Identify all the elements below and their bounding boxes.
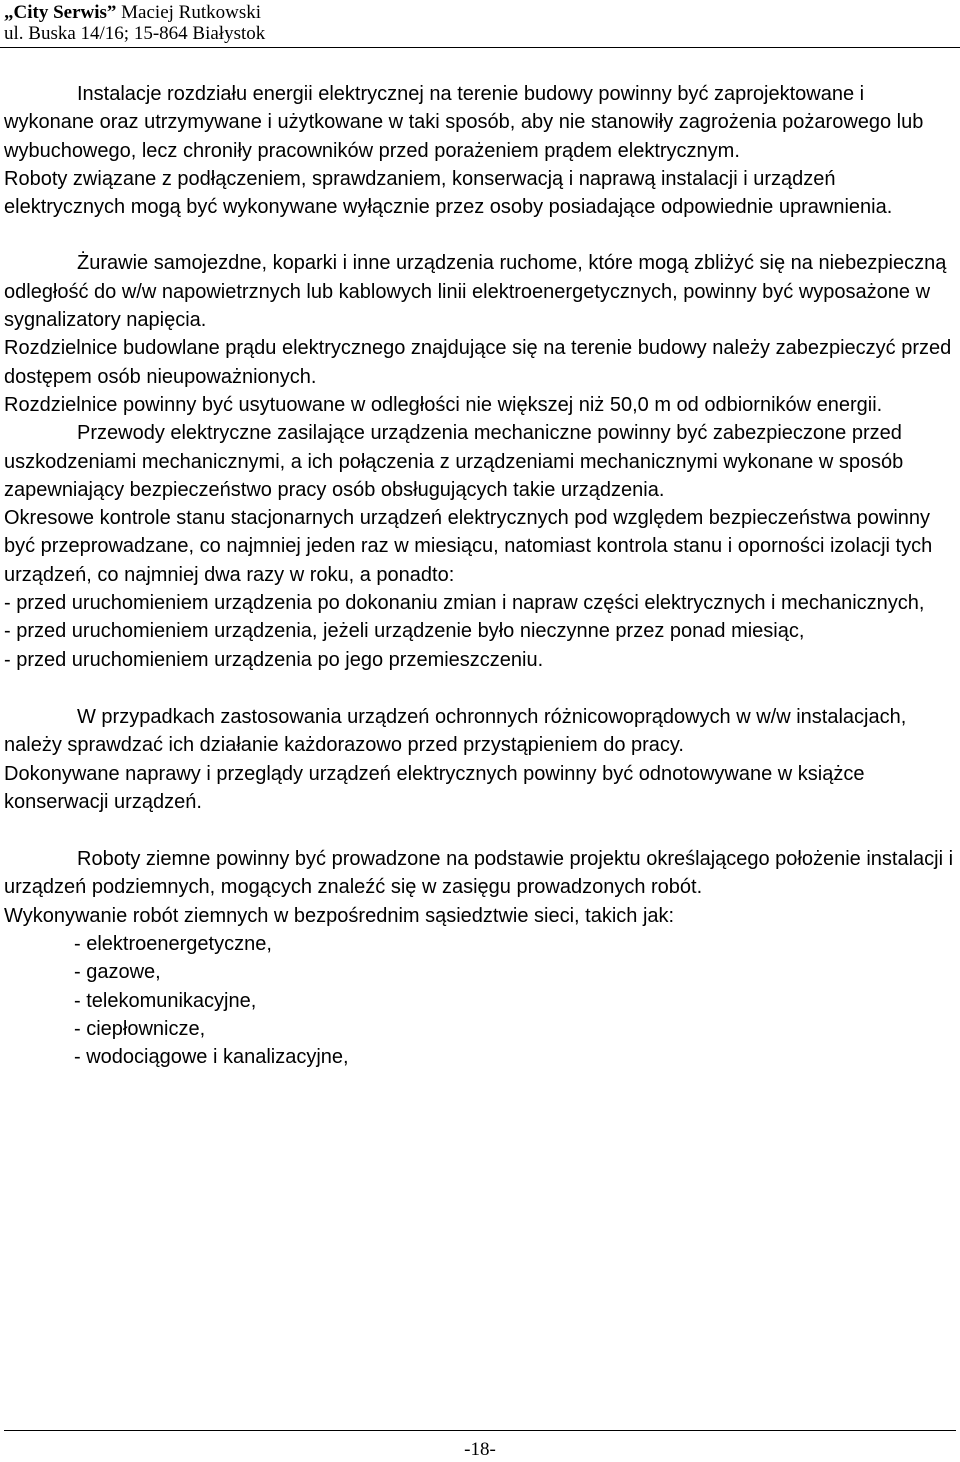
paragraph-distribution-boards: Rozdzielnice budowlane prądu elektrycznego znajdujące się na terenie budowy należy zabezpieczyć przed dostępem osób nieupoważnionych. <box>4 337 952 388</box>
page-number: -18- <box>464 1439 496 1460</box>
paragraph-board-location: Rozdzielnice powinny być usytuowane w odległości nie większej niż 50,0 m od odbiorników energii. <box>4 393 883 416</box>
header-divider <box>0 47 960 48</box>
document-body <box>4 80 956 1072</box>
header-address: ul. Buska 14/16; 15-864 Białystok <box>4 23 266 44</box>
paragraph-installations: Instalacje rozdziału energii elektrycznej na terenie budowy powinny być zaprojektowane i wykonane oraz utrzymywane i użytkowane w taki sposób, aby nie stanowiły zagrożenia pożarowego lub wybuchowego, lecz chroniły pracowników przed porażeniem prądem elektrycznym. <box>4 83 924 162</box>
paragraph-rcd: W przypadkach zastosowania urządzeń ochronnych różnicowoprądowych w w/w instalacjach, należy sprawdzać ich działanie każdorazowo przed przystąpieniem do pracy. <box>4 705 907 757</box>
paragraph-maintenance-book: Dokonywane naprawy i przeglądy urządzeń elektrycznych powinny być odnotowywane w książce konserwacji urządzeń. <box>4 762 865 813</box>
header-company <box>4 2 261 24</box>
list-item: - wodociągowe i kanalizacyjne, <box>74 1046 349 1069</box>
paragraph-earthworks-near-networks: Wykonywanie robót ziemnych w bezpośrednim sąsiedztwie sieci, takich jak: <box>4 904 675 927</box>
paragraph-connection-works: Roboty związane z podłączeniem, sprawdzaniem, konserwacją i naprawą instalacji i urządzeń elektrycznych mogą być wykonywane wyłącznie przez osoby posiadające odpowiednie uprawnienia. <box>4 167 893 219</box>
paragraph-cables: Przewody elektryczne zasilające urządzenia mechaniczne powinny być zabezpieczone przed uszkodzeniami mechanicznymi, a ich połączenia z urządzeniami mechanicznymi wykonane w sposób zapewniający bezpieczeństwo pracy osób obsługujących takie urządzenia. <box>4 422 904 501</box>
paragraph-cranes: Żurawie samojezdne, koparki i inne urządzenia ruchome, które mogą zbliżyć się na niebezpieczną odległość do w/w napowietrznych lub kablowych linii elektroenergetycznych, powinny być wyposażone w sygnalizatory napięcia. <box>4 252 947 332</box>
owner-name: Maciej Rutkowski <box>121 2 262 23</box>
check-item: - przed uruchomieniem urządzenia po jego przemieszczeniu. <box>4 648 544 671</box>
check-item: - przed uruchomieniem urządzenia po dokonaniu zmian i napraw części elektrycznych i mechanicznych, <box>4 592 925 615</box>
spacer <box>4 674 956 703</box>
company-open-quote: „ <box>4 2 14 23</box>
check-item: - przed uruchomieniem urządzenia, jeżeli urządzenie było nieczynne przez ponad miesiąc, <box>4 620 805 643</box>
paragraph-earthworks: Roboty ziemne powinny być prowadzone na podstawie projektu określającego położenie instalacji i urządzeń podziemnych, mogących znaleźć się w zasięgu prowadzonych robót. <box>4 848 954 899</box>
spacer <box>4 816 956 845</box>
list-item: - elektroenergetyczne, <box>74 933 272 956</box>
list-item: - ciepłownicze, <box>74 1017 206 1040</box>
company-name-text: City Serwis <box>13 2 107 23</box>
paragraph-periodic-checks: Okresowe kontrole stanu stacjonarnych urządzeń elektrycznych pod względem bezpieczeństwa powinny być przeprowadzane, co najmniej jeden raz w miesiącu, natomiast kontrola stanu i oporności izolacji tych urządzeń, co najmniej dwa razy w roku, a ponadto: <box>4 507 933 586</box>
footer-divider <box>4 1430 956 1431</box>
company-close-quote: ” <box>106 2 117 23</box>
networks-list <box>4 930 956 1071</box>
list-item: - gazowe, <box>74 961 161 984</box>
list-item: - telekomunikacyjne, <box>74 989 257 1012</box>
company-name <box>4 2 116 23</box>
spacer <box>4 221 956 249</box>
